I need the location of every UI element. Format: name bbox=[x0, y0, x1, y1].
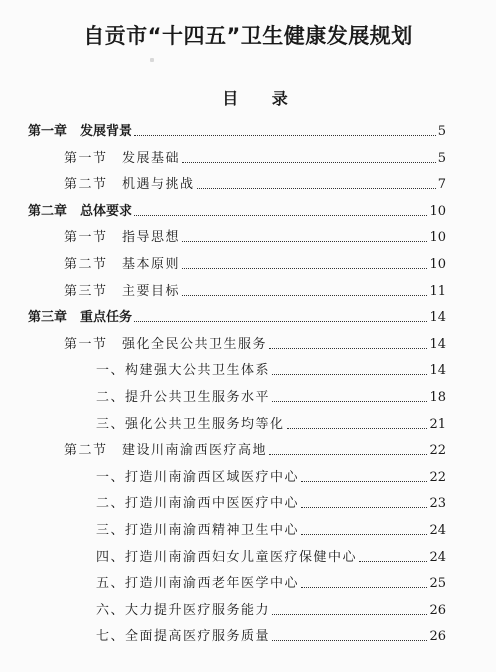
toc-entry-page-number: 21 bbox=[429, 417, 446, 432]
dot-leader bbox=[197, 188, 436, 189]
toc-entry-page-number: 25 bbox=[429, 576, 446, 591]
dot-leader bbox=[269, 454, 427, 455]
toc-entry-page-number: 24 bbox=[429, 550, 446, 565]
dot-leader bbox=[301, 507, 427, 508]
toc-entry-label: 第二节 机遇与挑战 bbox=[64, 177, 195, 192]
toc-entry-page-number: 10 bbox=[429, 230, 446, 245]
toc-entry[interactable] bbox=[28, 120, 446, 140]
toc-entry-page-number: 14 bbox=[429, 310, 446, 325]
toc-entry[interactable] bbox=[96, 519, 446, 539]
toc-entry-label: 一、打造川南渝西区域医疗中心 bbox=[96, 470, 300, 485]
dot-leader bbox=[182, 241, 427, 242]
toc-entry-label: 五、打造川南渝西老年医学中心 bbox=[96, 576, 300, 591]
toc-entry-label: 第二节 建设川南渝西医疗高地 bbox=[64, 443, 268, 458]
toc-entry[interactable] bbox=[96, 546, 446, 566]
dot-leader bbox=[301, 534, 427, 535]
dot-leader bbox=[134, 215, 427, 216]
toc-entry[interactable] bbox=[96, 599, 446, 619]
toc-entry-label: 七、全面提高医疗服务质量 bbox=[96, 629, 271, 644]
toc-entry-page-number: 23 bbox=[429, 496, 446, 511]
toc-entry-page-number: 26 bbox=[429, 603, 446, 618]
toc-entry[interactable] bbox=[28, 200, 446, 220]
toc-entry-label: 二、打造川南渝西中医医疗中心 bbox=[96, 496, 300, 511]
dot-leader bbox=[134, 321, 427, 322]
toc-entry[interactable] bbox=[64, 226, 446, 246]
document-title: 自贡市“十四五”卫生健康发展规划 bbox=[83, 24, 413, 48]
dot-leader bbox=[272, 401, 427, 402]
toc-entry[interactable] bbox=[64, 173, 446, 193]
toc-entry-page-number: 14 bbox=[429, 337, 446, 352]
dot-leader bbox=[301, 587, 427, 588]
toc-entry-label: 第二章 总体要求 bbox=[28, 204, 133, 219]
toc-entry[interactable] bbox=[96, 359, 446, 379]
dot-leader bbox=[182, 295, 427, 296]
toc-entry-page-number: 14 bbox=[429, 363, 446, 378]
toc-entry[interactable] bbox=[64, 439, 446, 459]
toc-entry[interactable] bbox=[96, 386, 446, 406]
toc-entry-label: 第二节 基本原则 bbox=[64, 257, 181, 272]
dot-leader bbox=[182, 162, 436, 163]
toc-entry-label: 二、提升公共卫生服务水平 bbox=[96, 390, 271, 405]
toc-entry[interactable] bbox=[64, 333, 446, 353]
toc-entry-page-number: 22 bbox=[429, 470, 446, 485]
dot-leader bbox=[272, 640, 427, 641]
toc-entry[interactable] bbox=[28, 306, 446, 326]
toc-entry[interactable] bbox=[64, 147, 446, 167]
dot-leader bbox=[134, 135, 436, 136]
toc-heading: 目 录 bbox=[222, 89, 302, 108]
toc-entry-label: 六、大力提升医疗服务能力 bbox=[96, 603, 271, 618]
toc-entry-label: 第一节 指导思想 bbox=[64, 230, 181, 245]
dot-leader bbox=[272, 374, 427, 375]
toc-entry-page-number: 18 bbox=[429, 390, 446, 405]
dot-leader bbox=[269, 348, 427, 349]
dot-leader bbox=[272, 614, 427, 615]
toc-entry-label: 四、打造川南渝西妇女儿童医疗保健中心 bbox=[96, 550, 358, 565]
toc-entry-page-number: 10 bbox=[429, 204, 446, 219]
toc-entry-label: 三、打造川南渝西精神卫生中心 bbox=[96, 523, 300, 538]
dot-leader bbox=[182, 268, 427, 269]
toc-entry[interactable] bbox=[96, 413, 446, 433]
toc-entry-page-number: 22 bbox=[429, 443, 446, 458]
toc-entry-label: 第三节 主要目标 bbox=[64, 284, 181, 299]
toc-entry-label: 第三章 重点任务 bbox=[28, 310, 133, 325]
toc-entry-label: 第一节 强化全民公共卫生服务 bbox=[64, 337, 268, 352]
scan-speck bbox=[150, 58, 154, 62]
toc-entry[interactable] bbox=[96, 572, 446, 592]
toc-entry[interactable] bbox=[96, 625, 446, 645]
toc-entry-page-number: 11 bbox=[429, 284, 446, 299]
toc-entry-page-number: 10 bbox=[429, 257, 446, 272]
toc-entry[interactable] bbox=[64, 280, 446, 300]
toc-entry-label: 第一章 发展背景 bbox=[28, 124, 133, 139]
toc-entry[interactable] bbox=[64, 253, 446, 273]
toc-entry[interactable] bbox=[96, 492, 446, 512]
toc-entry-label: 一、构建强大公共卫生体系 bbox=[96, 363, 271, 378]
dot-leader bbox=[301, 481, 427, 482]
toc-entry-page-number: 5 bbox=[437, 124, 446, 139]
toc-entry-page-number: 5 bbox=[437, 151, 446, 166]
toc-entry-page-number: 24 bbox=[429, 523, 446, 538]
dot-leader bbox=[359, 561, 427, 562]
dot-leader bbox=[287, 428, 428, 429]
toc-entry-page-number: 7 bbox=[437, 177, 446, 192]
toc-entry[interactable] bbox=[96, 466, 446, 486]
toc-entry-label: 三、强化公共卫生服务均等化 bbox=[96, 417, 285, 432]
toc-entry-label: 第一节 发展基础 bbox=[64, 151, 181, 166]
toc-entry-page-number: 26 bbox=[429, 629, 446, 644]
